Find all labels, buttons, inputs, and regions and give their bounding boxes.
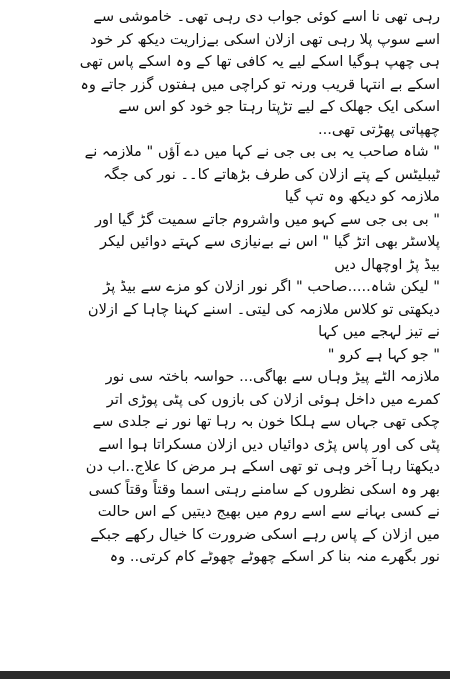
text-line: اسے سوپ پلا رہی تھی ازلان اسکی بےزاریت دیکھ کر خود bbox=[90, 30, 440, 48]
text-line: بھر وہ اسکی نظروں کے سامنے رہتی اسما وقتاً وقتاً کسی bbox=[88, 480, 440, 498]
text-line: اسکے بے انتہا قریب ورنہ تو کراچی میں ہفتوں گزر جاتے وہ bbox=[80, 75, 440, 93]
text-line: " بی بی جی سے کہو میں واشروم جاتے سمیت گڑ گیا اور bbox=[94, 210, 440, 228]
bottom-bar bbox=[0, 671, 450, 679]
text-line: ملازمہ الٹے پیڑ وہاں سے بھاگی... حواسہ باختہ سی نور bbox=[105, 368, 440, 385]
text-line: نے کسی بہانے سے اسے روم میں بھیج دیتیں کے اس حالت bbox=[97, 503, 440, 520]
text-line: " شاہ صاحب یہ بی بی جی نے کہا میں دے آؤں " ملازمہ نے bbox=[84, 143, 440, 160]
text-line: دیکھتا رہا آخر وہی تو تھی اسکے ہر مرض کا علاج..اب دن bbox=[85, 458, 440, 475]
text-line: چکی تھی جہاں سے ہلکا خون بہ رہا تھا نور نے جلدی سے bbox=[92, 413, 440, 430]
text-line: چھپاتی پھڑتی تھی... bbox=[317, 120, 440, 138]
text-line: پلاسٹر بھی اتڑ گیا " اس نے بےنیازی سے کہتے دوائیں لیکر bbox=[100, 233, 440, 250]
text-line: میں ازلان کے پاس رہے اسکی ضرورت کا خیال رکھے جبکے bbox=[90, 525, 440, 543]
text-line: رہی تھی نا اسے کوئی جواب دی رہی تھی۔ خاموشی سے bbox=[93, 8, 440, 25]
text-line: ہی چھپ ہوگیا اسکے لیے یہ کافی تھا کے وہ اسکے پاس تھی bbox=[79, 53, 440, 70]
text-line: اسکی ایک جھلک کے لیے تڑپتا رہتا جو خود کو اس سے bbox=[118, 98, 440, 115]
text-line: دیکھتی تو کلاس ملازمہ کی لیتی۔ اسنے کہنا چاہا کے ازلان bbox=[87, 300, 440, 318]
text-line: " جو کہا ہے کرو " bbox=[327, 345, 440, 363]
text-line: " لیکن شاہ.....صاحب " اگر نور ازلان کو مزے سے بیڈ پڑ bbox=[103, 278, 440, 295]
text-line: ٹیبلیٹس کے پتے ازلان کی طرف بڑھاتے کا۔۔ نور کی جگہ bbox=[103, 165, 440, 183]
text-line: نے تیز لہجے میں کہا bbox=[318, 323, 440, 340]
text-line: ملازمہ کو دیکھ وہ تپ گیا bbox=[284, 188, 440, 205]
text-line: نور بگھرے منہ بنا کر اسکے چھوٹے چھوٹے کام کرتی.. وہ bbox=[109, 548, 440, 565]
text-line: بیڈ پڑ اوچھال دیں bbox=[334, 255, 440, 273]
text-line: کمرے میں داخل ہوئی ازلان کی بازوں کی پٹی پوڑی اتر bbox=[106, 390, 440, 408]
text-line: پٹی کی اور پاس پڑی دوائیاں دیں ازلان مسکراتا ہوا اسے bbox=[98, 435, 440, 453]
